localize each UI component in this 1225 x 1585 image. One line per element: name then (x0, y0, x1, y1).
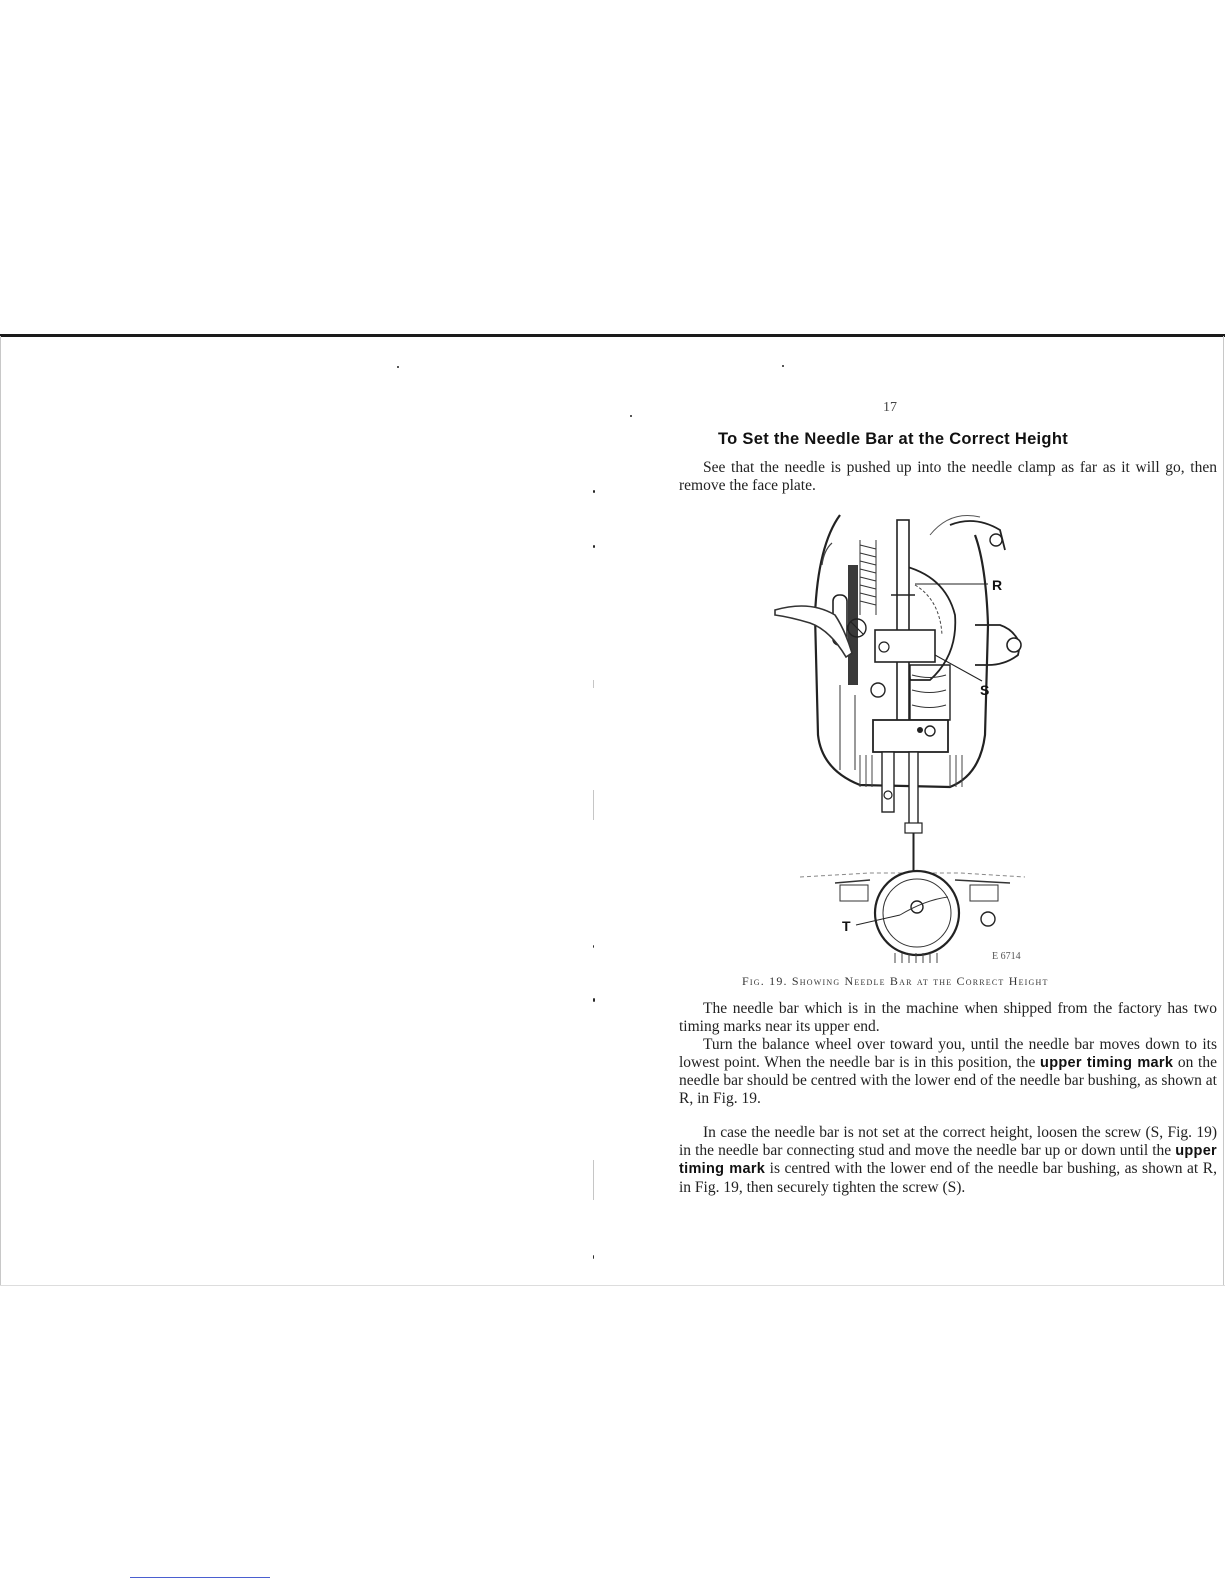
text-run: In case the needle bar is not set at the correct height, loosen the screw (S, Fig. 19) in the needle bar connecting stud and move the needle bar up or down until the (679, 1124, 1217, 1159)
text-run: on the needle bar should be centred with the lower end of the needle bar bushing, as shown at R, in Fig. 19. (679, 1053, 1217, 1107)
page-title: To Set the Needle Bar at the Correct Height (718, 430, 1068, 448)
scan-speck (593, 945, 594, 948)
emphasis-upper-timing-mark: upper timing mark (1040, 1054, 1174, 1071)
page-number: 17 (883, 400, 897, 415)
scan-speck (630, 415, 632, 417)
figure-code: E 6714 (992, 951, 1021, 962)
scan-mark (593, 790, 594, 820)
figure-label-s: S (980, 682, 990, 698)
page-edge-left (0, 336, 1, 1286)
scan-mark (593, 680, 594, 688)
figure-caption: Fig. 19. Showing Needle Bar at the Correct Height (742, 974, 1049, 988)
text-run: Turn the balance wheel over toward you, until the needle bar moves down to its lowest point. When the needle bar is in this position, the (679, 1036, 1217, 1071)
scan-speck (593, 545, 595, 548)
spread-bottom-edge (0, 1285, 1225, 1286)
scan-speck (593, 998, 595, 1002)
body-paragraph-2 (679, 1036, 1217, 1107)
emphasis-upper-timing-mark: upper timing mark (679, 1142, 1217, 1177)
body-paragraph-1: The needle bar which is in the machine when shipped from the factory has two timing marks near its upper end. (679, 1000, 1217, 1035)
scan-speck (593, 490, 595, 493)
page-edge-right (1223, 336, 1224, 1286)
scan-speck (593, 1255, 594, 1259)
body-paragraph-3 (679, 1124, 1217, 1196)
spread-top-rule (0, 334, 1225, 337)
figure-label-t: T (842, 918, 851, 934)
text-run: is centred with the lower end of the needle bar bushing, as shown at R, in Fig. 19, then securely tighten the screw (S). (679, 1160, 1217, 1196)
bottom-link-underline (130, 1577, 270, 1578)
scan-speck (397, 366, 399, 368)
figure-19 (760, 505, 1050, 965)
needle-bar-illustration (760, 505, 1050, 965)
scan-mark (593, 1160, 594, 1200)
intro-paragraph: See that the needle is pushed up into the needle clamp as far as it will go, then remove the face plate. (679, 459, 1217, 494)
scan-speck (782, 365, 784, 367)
figure-label-r: R (992, 577, 1003, 593)
